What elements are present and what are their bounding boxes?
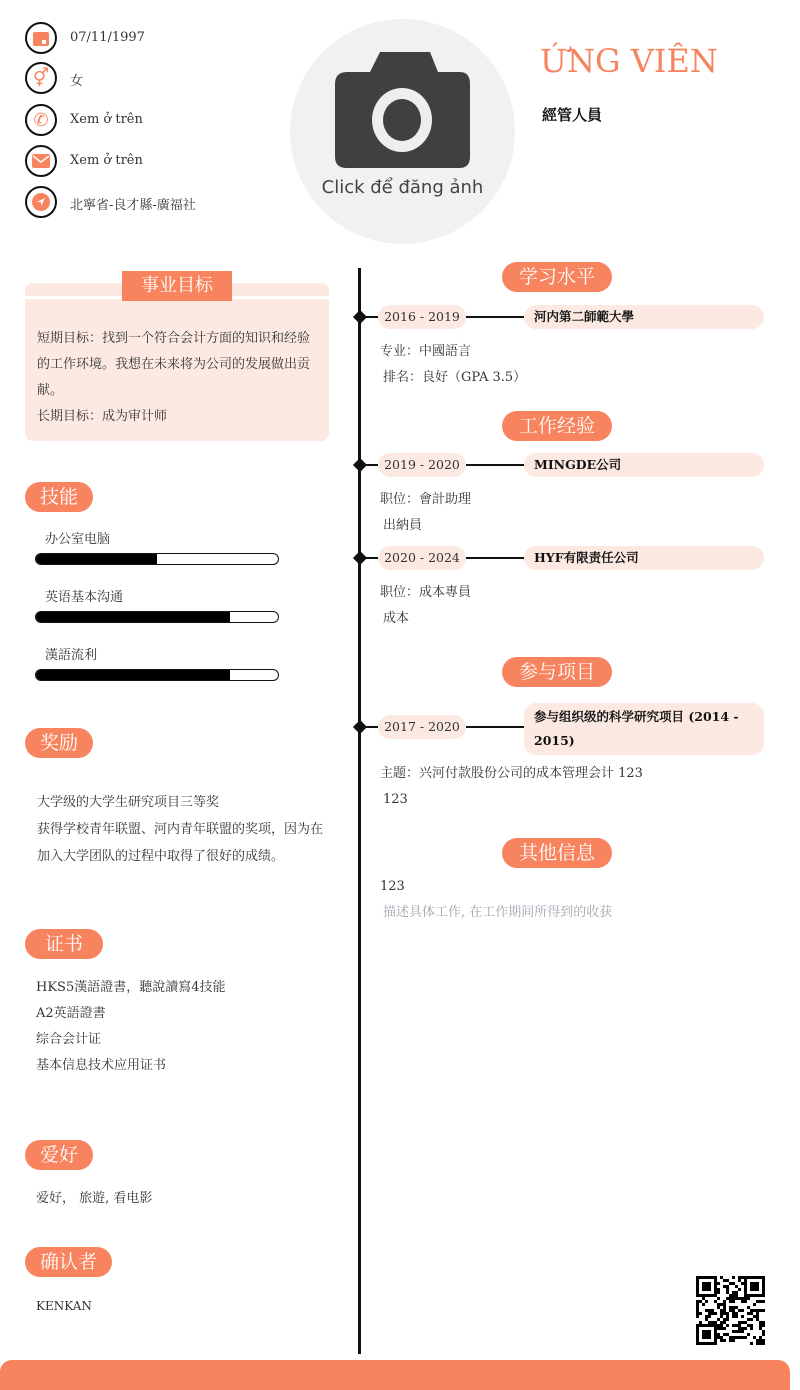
position-title: 經管人員 bbox=[542, 106, 603, 124]
hobbies-title: 爱好 bbox=[25, 1140, 93, 1170]
referee-text: KENKAN bbox=[36, 1299, 92, 1313]
phone-icon: ✆ bbox=[25, 104, 57, 136]
photo-upload[interactable] bbox=[290, 19, 515, 244]
objective-box bbox=[25, 275, 329, 441]
qr-code bbox=[696, 1276, 767, 1345]
cert-item: 基本信息技术应用证书 bbox=[36, 1058, 167, 1073]
dob: 07/11/1997 bbox=[70, 30, 145, 45]
objective-title: 事业目标 bbox=[122, 271, 232, 301]
job-detail: 职位：成本專員 bbox=[380, 585, 472, 600]
skill-name: 办公室电脑 bbox=[45, 532, 111, 547]
school-name: 河内第二師範大學 bbox=[524, 305, 764, 329]
education-detail: 专业：中國語言 bbox=[380, 344, 472, 359]
email-icon bbox=[25, 145, 57, 177]
objective-long: 长期目标：成为审计师 bbox=[37, 409, 168, 424]
referee-title: 确认者 bbox=[25, 1247, 112, 1277]
objective-short: 短期目标：找到一个符合会计方面的知识和经验的工作环境。我想在未来将为公司的发展做出贡献。 bbox=[37, 331, 311, 398]
company-name: MINGDE公司 bbox=[524, 453, 764, 477]
skill-bar bbox=[35, 611, 279, 623]
awards-title: 奖励 bbox=[25, 728, 93, 758]
job-detail: 出納員 bbox=[383, 518, 423, 533]
education-title: 学习水平 bbox=[502, 262, 612, 292]
date-range: 2016 - 2019 bbox=[378, 305, 466, 329]
certs-title: 证书 bbox=[25, 929, 103, 959]
timeline-line bbox=[358, 268, 361, 1354]
date-range: 2019 - 2020 bbox=[378, 453, 466, 477]
cert-item: A2英語證書 bbox=[36, 1006, 106, 1021]
date-range: 2020 - 2024 bbox=[378, 546, 466, 570]
hobbies-text: 爱好， 旅遊, 看电影 bbox=[36, 1191, 153, 1206]
project-detail: 123 bbox=[383, 792, 408, 807]
phone: Xem ở trên bbox=[70, 112, 143, 127]
footer-bar bbox=[0, 1360, 790, 1390]
projects-title: 参与项目 bbox=[502, 657, 612, 687]
email: Xem ở trên bbox=[70, 153, 143, 168]
job-detail: 职位：會計助理 bbox=[380, 492, 472, 507]
candidate-name: ỨNG VIÊN bbox=[540, 42, 718, 80]
skill-bar bbox=[35, 553, 279, 565]
cert-item: HKS5漢語證書，聽說讀寫4技能 bbox=[36, 980, 226, 995]
calendar-icon bbox=[25, 22, 57, 54]
project-detail: 主题：兴河付款股份公司的成本管理会计 123 bbox=[380, 766, 643, 781]
skills-title: 技能 bbox=[25, 482, 93, 512]
skill-name: 英语基本沟通 bbox=[45, 590, 124, 605]
other-placeholder[interactable]: 描述具体工作, 在工作期间所得到的收获 bbox=[383, 905, 613, 920]
gender: 女 bbox=[70, 74, 84, 89]
company-name: HYF有限责任公司 bbox=[524, 546, 764, 570]
education-detail: 排名：良好（GPA 3.5） bbox=[383, 370, 527, 385]
award-item: 获得学校青年联盟、河内青年联盟的奖项，因为在加入大学团队的过程中取得了很好的成绩。 bbox=[37, 822, 324, 864]
skill-name: 漢語流利 bbox=[45, 648, 98, 663]
gender-icon: ⚥ bbox=[25, 62, 57, 94]
other-detail: 123 bbox=[380, 879, 405, 894]
photo-label: Click để đăng ảnh bbox=[321, 177, 484, 198]
skill-bar bbox=[35, 669, 279, 681]
cert-item: 综合会计证 bbox=[36, 1032, 102, 1047]
camera-icon bbox=[335, 52, 470, 170]
project-name: 参与组织级的科学研究项目 (2014 - 2015) bbox=[524, 703, 764, 755]
job-detail: 成本 bbox=[383, 611, 410, 626]
date-range: 2017 - 2020 bbox=[378, 715, 466, 739]
other-title: 其他信息 bbox=[502, 838, 612, 868]
location-icon bbox=[25, 186, 57, 218]
work-title: 工作经验 bbox=[502, 411, 612, 441]
address: 北寧省-良才縣-廣福社 bbox=[70, 198, 196, 213]
award-item: 大学级的大学生研究项目三等奖 bbox=[37, 795, 220, 810]
